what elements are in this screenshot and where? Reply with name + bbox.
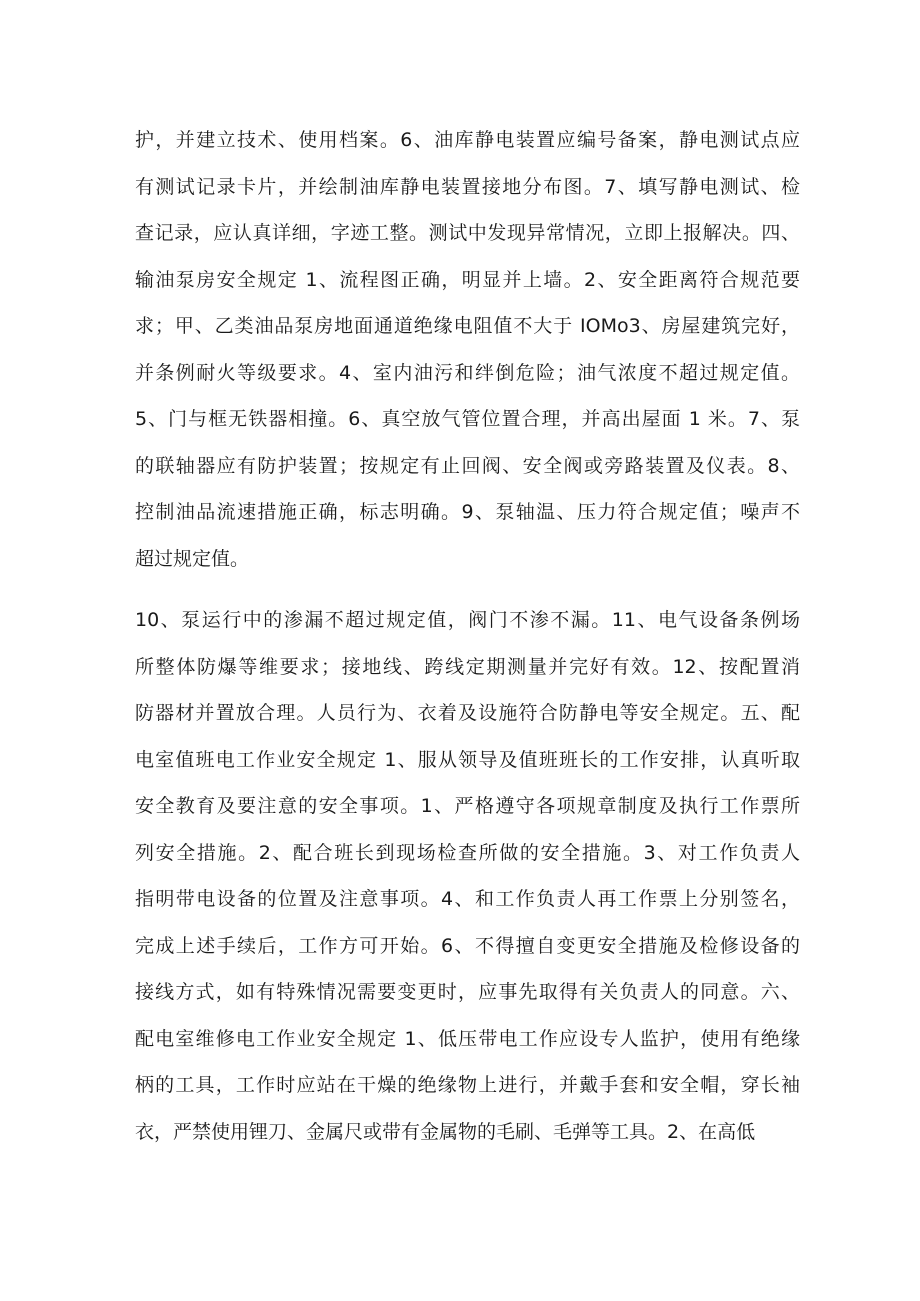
text-line: 护，并建立技术、使用档案。6、油库静电装置应编号备案，静电测试点应 bbox=[135, 129, 800, 151]
text-line: 输油泵房安全规定 1、流程图正确，明显并上墙。2、安全距离符合规范要 bbox=[135, 268, 800, 291]
text-line: 并条例耐火等级要求。4、室内油污和绊倒危险；油气浓度不超过规定值。 bbox=[135, 361, 800, 384]
text-line: 10、泵运行中的渗漏不超过规定值，阀门不渗不漏。11、电气设备条例场 bbox=[135, 609, 800, 631]
text-line: 防器材并置放合理。人员行为、衣着及设施符合防静电等安全规定。五、配 bbox=[135, 702, 800, 724]
text-line: 配电室维修电工作业安全规定 1、低压带电工作应设专人监护，使用有绝缘 bbox=[135, 1027, 800, 1050]
text-line: 的联轴器应有防护装置；按规定有止回阀、安全阀或旁路装置及仪表。8、 bbox=[135, 454, 800, 477]
text-line: 衣，严禁使用锂刀、金属尺或带有金属物的毛刷、毛弹等工具。2、在高低 bbox=[135, 1120, 756, 1143]
text-line: 列安全措施。2、配合班长到现场检查所做的安全措施。3、对工作负责人 bbox=[135, 841, 800, 864]
text-line: 所整体防爆等维要求；接地线、跨线定期测量并完好有效。12、按配置消 bbox=[135, 655, 800, 678]
text-line: 电室值班电工作业安全规定 1、服从领导及值班班长的工作安排，认真听取 bbox=[135, 748, 800, 771]
text-line: 超过规定值。 bbox=[135, 547, 250, 570]
text-line: 指明带电设备的位置及注意事项。4、和工作负责人再工作票上分别签名， bbox=[135, 888, 800, 910]
text-line: 柄的工具，工作时应站在干燥的绝缘物上进行，并戴手套和安全帽，穿长袖 bbox=[135, 1074, 800, 1096]
text-line: 控制油品流速措施正确，标志明确。9、泵轴温、压力符合规定值；噪声不 bbox=[135, 501, 800, 523]
text-line: 接线方式，如有特殊情况需要变更时，应事先取得有关负责人的同意。六、 bbox=[135, 981, 800, 1003]
paragraph-2 bbox=[135, 597, 800, 1155]
text-line: 查记录，应认真详细，字迹工整。测试中发现异常情况，立即上报解决。四、 bbox=[135, 222, 800, 244]
paragraph-1 bbox=[135, 117, 800, 582]
text-line: 有测试记录卡片，并绘制油库静电装置接地分布图。7、填写静电测试、检 bbox=[135, 175, 800, 198]
text-line: 求；甲、乙类油品泵房地面通道绝缘电阻值不大于 IOMo3、房屋建筑完好， bbox=[135, 315, 800, 337]
text-line: 完成上述手续后，工作方可开始。6、不得擅自变更安全措施及检修设备的 bbox=[135, 934, 800, 957]
text-line: 5、门与框无铁器相撞。6、真空放气管位置合理，并高出屋面 1 米。7、泵 bbox=[135, 408, 800, 430]
text-line: 安全教育及要注意的安全事项。1、严格遵守各项规章制度及执行工作票所 bbox=[135, 795, 800, 817]
